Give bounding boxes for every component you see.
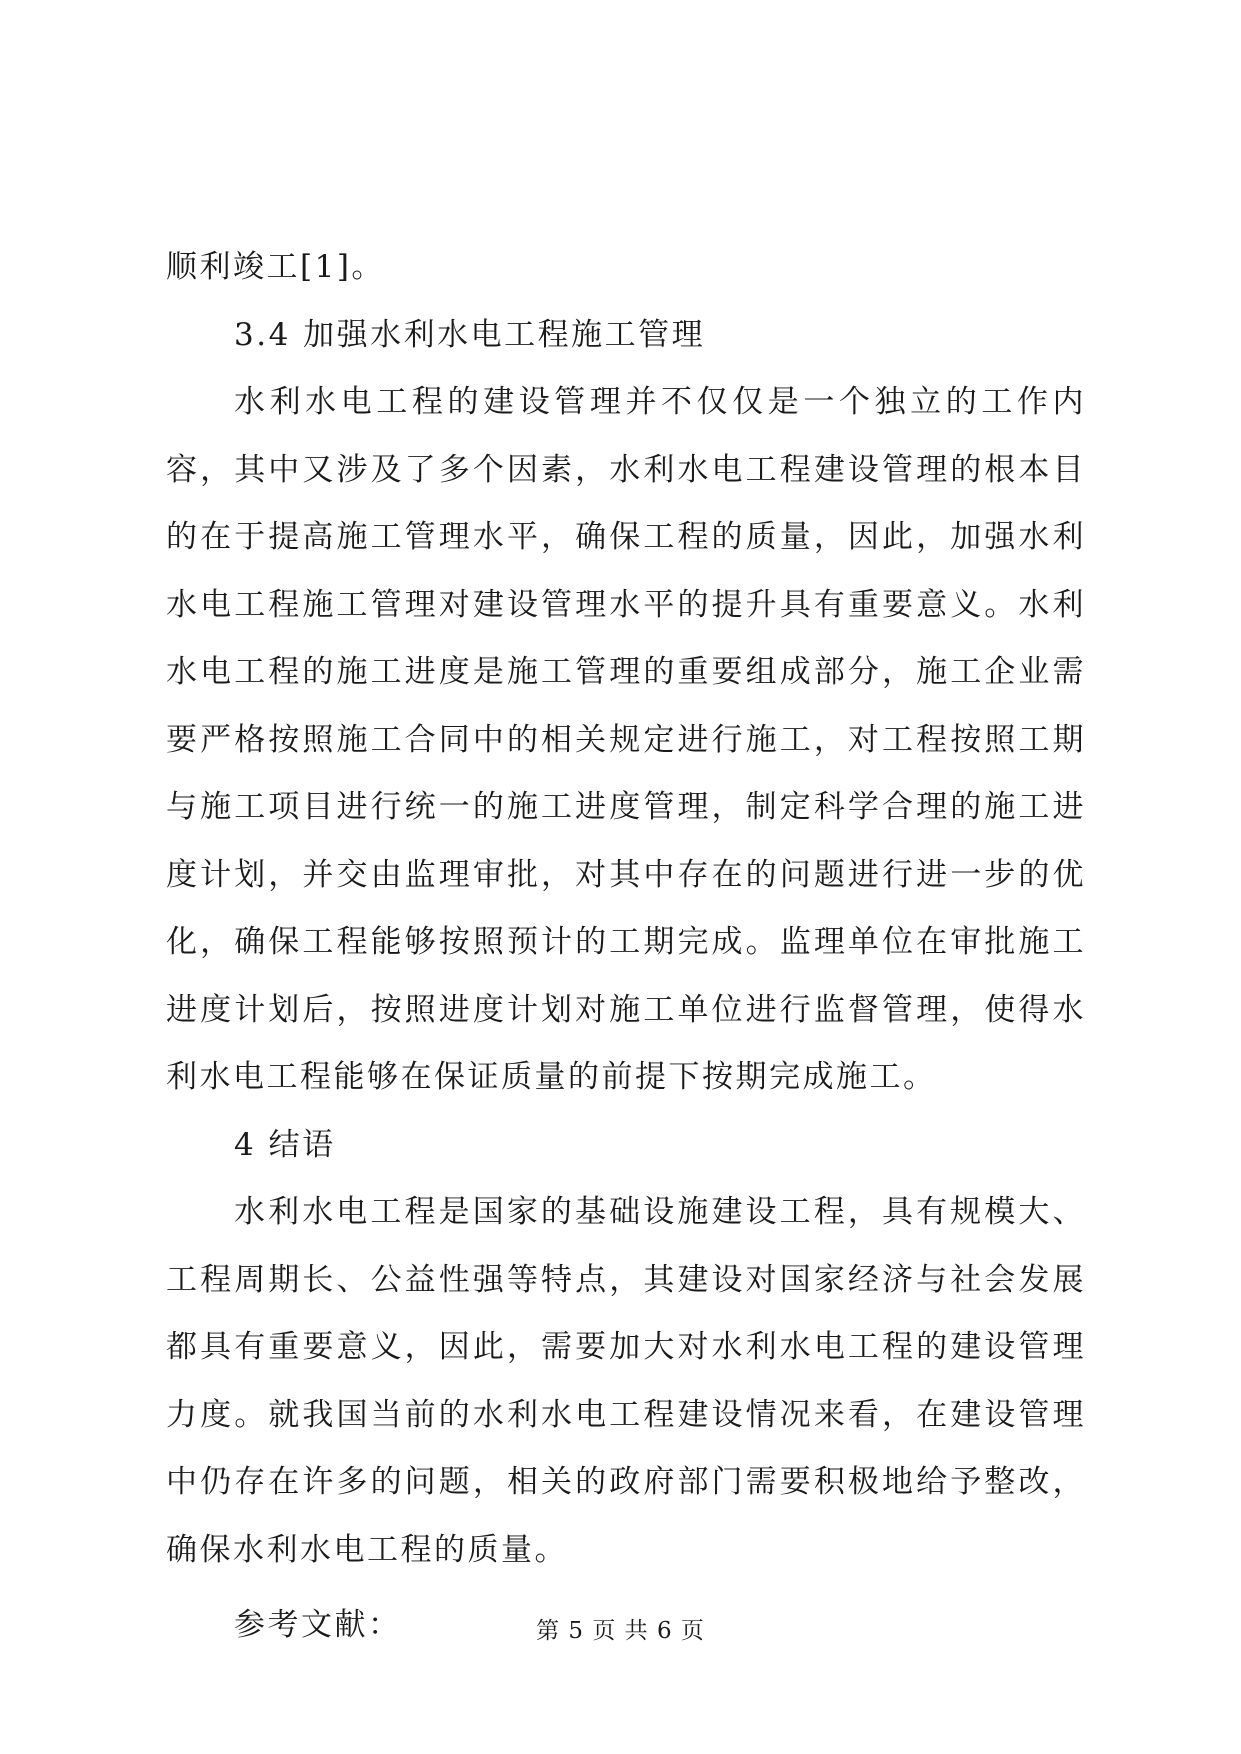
- references-heading: 参考文献：: [234, 1607, 402, 1643]
- document-body: [166, 234, 1086, 1660]
- paragraph-conclusion: 水利水电工程是国家的基础设施建设工程，具有规模大、工程周期长、公益性强等特点，其建设对国家经济与社会发展都具有重要意义，因此，需要加大对水利水电工程的建设管理力度。就我国当前的水利水电工程建设情况来看，在建设管理中仍存在许多的问题，相关的政府部门需要积极地给予整改，确保水利水电工程的质量。: [166, 1194, 1086, 1568]
- section-heading-3-4: 3.4 加强水利水电工程施工管理: [234, 316, 706, 353]
- paragraph-continuation: 顺利竣工[1]。: [166, 249, 385, 285]
- page-number-footer: 第 5 页 共 6 页: [536, 1618, 705, 1644]
- paragraph-construction-management: 水利水电工程的建设管理并不仅仅是一个独立的工作内容，其中又涉及了多个因素，水利水电工程建设管理的根本目的在于提高施工管理水平，确保工程的质量，因此，加强水利水电工程施工管理对建设管理水平的提升具有重要意义。水利水电工程的施工进度是施工管理的重要组成部分，施工企业需要严格按照施工合同中的相关规定进行施工，对工程按照工期与施工项目进行统一的施工进度管理，制定科学合理的施工进度计划，并交由监理审批，对其中存在的问题进行进一步的优化，确保工程能够按照预计的工期完成。监理单位在审批施工进度计划后，按照进度计划对施工单位进行监督管理，使得水利水电工程能够在保证质量的前提下按期完成施工。: [166, 384, 1086, 1095]
- section-heading-conclusion: 4 结语: [234, 1126, 336, 1163]
